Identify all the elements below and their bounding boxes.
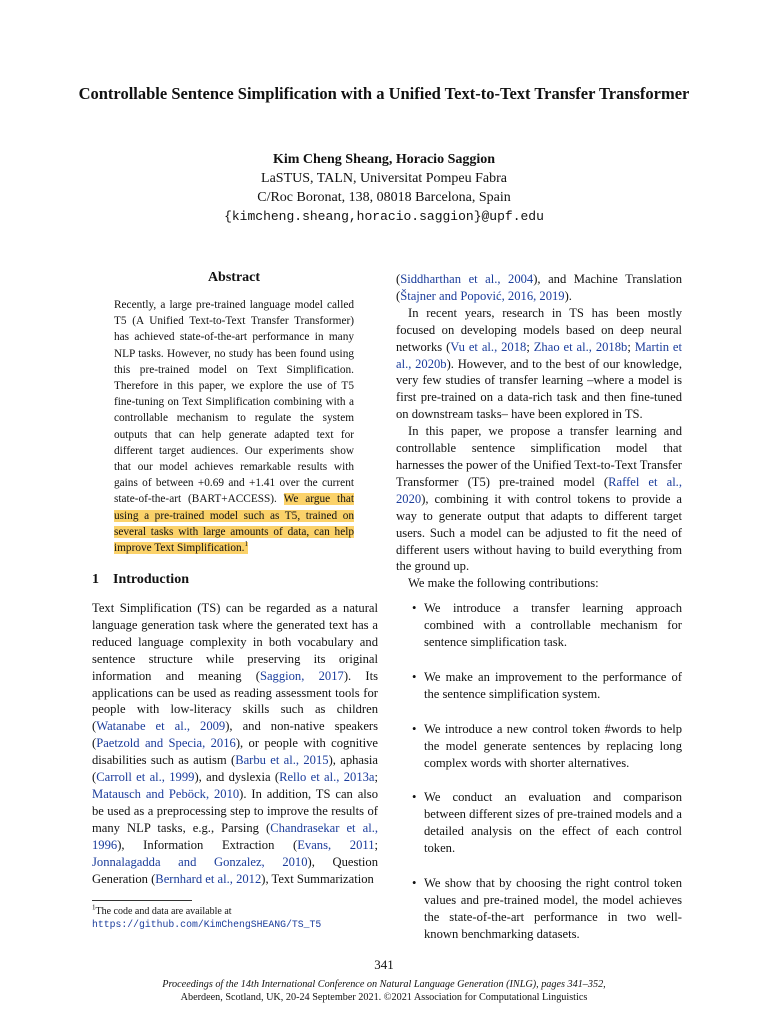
- text-span: ), combining it with control tokens to provide a way to generate output that adapts to different target users. Such a model can be adjusted to fit the need of different users without having to build everything from the ground up.: [396, 491, 682, 574]
- text-span: Text Simplification (TS) can be regarded as a natural language generation task where the generated text has a reduced language complexity in both vocabulary and sentence structure while preserving its original information and meaning (: [92, 601, 378, 683]
- intro-paragraph: [92, 600, 378, 887]
- left-column: [92, 600, 378, 887]
- text-span: In recent years, research in TS has been mostly focused on developing models based on deep neural networks (: [396, 305, 682, 354]
- citation-link[interactable]: Bernhard et al., 2012: [155, 871, 262, 886]
- section-heading: [92, 572, 189, 588]
- text-span: ;: [374, 770, 379, 785]
- bullet-icon: •: [412, 601, 417, 616]
- text-span: ). In addition, TS can also be used as a preprocessing step to improve the results of many NLP tasks, e.g., Parsing (: [92, 786, 379, 835]
- citation-link[interactable]: Carroll et al., 1999: [96, 770, 195, 785]
- contributions-intro: We make the following contributions:: [408, 576, 599, 591]
- paragraph: [396, 271, 682, 305]
- text-span: ), and non-native speakers (: [92, 719, 379, 751]
- citation-link[interactable]: Chandrasekar et al., 1996: [92, 820, 378, 852]
- citation-link[interactable]: Rello et al., 2013a: [279, 770, 375, 785]
- footnote-text: The code and data are available at: [95, 906, 232, 917]
- text-span: ), Information Extraction (: [117, 837, 298, 852]
- author-block: [100, 150, 668, 226]
- proceedings-footer: [40, 979, 728, 1004]
- bullet-icon: •: [412, 790, 417, 805]
- footnote-url-link[interactable]: https://github.com/KimChengSHEANG/TS_T5: [92, 919, 322, 930]
- citation-link[interactable]: Saggion, 2017: [259, 668, 344, 683]
- proceedings-line2: Aberdeen, Scotland, UK, 20-24 September 2021. ©2021 Association for Computational Linguistics: [180, 991, 588, 1003]
- list-item: [396, 789, 682, 857]
- list-item: [396, 669, 682, 703]
- bullet-icon: •: [412, 876, 417, 891]
- citation-link[interactable]: Štajner and Popović, 2016, 2019: [400, 288, 565, 303]
- list-item-text: We introduce a new control token #words to help the model generate sentences by replacing long complex words with shorter alternatives.: [424, 721, 682, 770]
- footnote-mark: 1: [92, 903, 96, 912]
- text-span: ), and Machine Translation (: [396, 272, 683, 303]
- list-item-text: We make an improvement to the performance of the sentence simplification system.: [424, 669, 682, 701]
- abstract-highlight-text: We argue that using a pre-trained model such as T5, trained on several tasks with large amounts of data, can help improve Text Simplification.: [114, 493, 354, 555]
- text-span: ;: [627, 339, 635, 354]
- footnote-ref[interactable]: 1: [244, 540, 248, 549]
- text-span: ).: [564, 288, 572, 303]
- text-span: ), or people with cognitive disabilities such as autism (: [92, 736, 378, 768]
- citation-link[interactable]: Vu et al., 2018: [450, 339, 527, 354]
- text-span: ). Its applications can be used as reading assessment tools for people with low-literacy skills such as children (: [92, 668, 378, 734]
- author-email: {kimcheng.sheang,horacio.saggion}@upf.edu: [224, 209, 544, 224]
- footnote-divider: [92, 900, 192, 901]
- paragraph: [396, 305, 682, 423]
- list-item-text: We introduce a transfer learning approach combined with a controllable mechanism for sentence simplification task.: [424, 601, 682, 650]
- text-span: ), Question Generation (: [92, 854, 378, 886]
- right-column: [396, 271, 682, 961]
- text-span: ), aphasia (: [92, 753, 378, 785]
- text-span: ). However, and to the best of our knowledge, very few studies of transfer learning –where a model is first pre-trained on a data-rich task and then fine-tuned on downstream tasks– have been explored in TS.: [396, 356, 682, 422]
- text-span: ;: [374, 837, 378, 852]
- bullet-icon: •: [412, 669, 417, 684]
- citation-link[interactable]: Barbu et al., 2015: [235, 753, 329, 768]
- author-address: C/Roc Boronat, 138, 08018 Barcelona, Spain: [257, 190, 511, 205]
- text-span: In this paper, we propose a transfer learning and controllable sentence simplification model that harnesses the power of the Unified Text-to-Text Transfer Transformer (T5) pre-trained model (: [396, 424, 682, 489]
- paper-title: Controllable Sentence Simplification with a Unified Text-to-Text Transfer Transformer: [78, 84, 690, 103]
- citation-link[interactable]: Martin et al., 2020b: [396, 339, 683, 371]
- author-names: Kim Cheng Sheang, Horacio Saggion: [272, 152, 496, 167]
- text-span: ), and dyslexia (: [194, 770, 280, 785]
- text-span: (: [396, 272, 401, 286]
- citation-link[interactable]: Raffel et al., 2020: [396, 474, 682, 506]
- abstract-heading: Abstract: [207, 270, 261, 285]
- list-item: [396, 600, 682, 651]
- citation-link[interactable]: Matausch and Peböck, 2010: [92, 786, 240, 801]
- text-span: ;: [526, 339, 534, 354]
- list-item: [396, 721, 682, 772]
- section-number: 1: [92, 572, 99, 587]
- proceedings-line1: Proceedings of the 14th International Conference on Natural Language Generation (INLG), pages 341–352,: [162, 979, 606, 990]
- citation-link[interactable]: Evans, 2011: [297, 837, 375, 852]
- contributions-list: [396, 600, 682, 943]
- paragraph: [396, 423, 682, 575]
- abstract-text: Recently, a large pre-trained language model called T5 (A Unified Text-to-Text Transfer Transformer) has achieved state-of-the-art performance in many NLP tasks. However, no study has been found using this pre-trained model on Text Simplification. Therefore in this paper, we explore the use of T5 fine-tuning on Text Simplification combining with a controllable mechanism to regulate the system outputs that can help generate adapted text for different target audiences. Our experiments show that our model achieves remarkable results with gains of between +0.69 and +1.41 over the current state-of-the-art (BART+ACCESS).: [114, 299, 354, 506]
- author-affiliation: LaSTUS, TALN, Universitat Pompeu Fabra: [261, 171, 507, 186]
- section-title: Introduction: [113, 572, 189, 587]
- list-item-text: We conduct an evaluation and comparison between different sizes of pre-trained models and a detailed analysis on the effect of each control token.: [424, 790, 682, 856]
- citation-link[interactable]: Siddharthan et al., 2004: [400, 272, 534, 286]
- citation-link[interactable]: Watanabe et al., 2009: [96, 719, 226, 734]
- footnote: [92, 905, 382, 931]
- page-number: 341: [374, 957, 394, 972]
- citation-link[interactable]: Paetzold and Specia, 2016: [96, 736, 236, 751]
- list-item-text: We show that by choosing the right control token values and pre-trained model, the model achieves the state-of-the-art performance in two well-known benchmarking datasets.: [424, 876, 682, 941]
- bullet-icon: •: [412, 721, 417, 736]
- citation-link[interactable]: Zhao et al., 2018b: [533, 339, 628, 354]
- citation-link[interactable]: Jonnalagadda and Gonzalez, 2010: [92, 854, 308, 869]
- abstract-body: [114, 297, 354, 556]
- list-item: [396, 875, 682, 943]
- text-span: ), Text Summarization: [261, 871, 374, 886]
